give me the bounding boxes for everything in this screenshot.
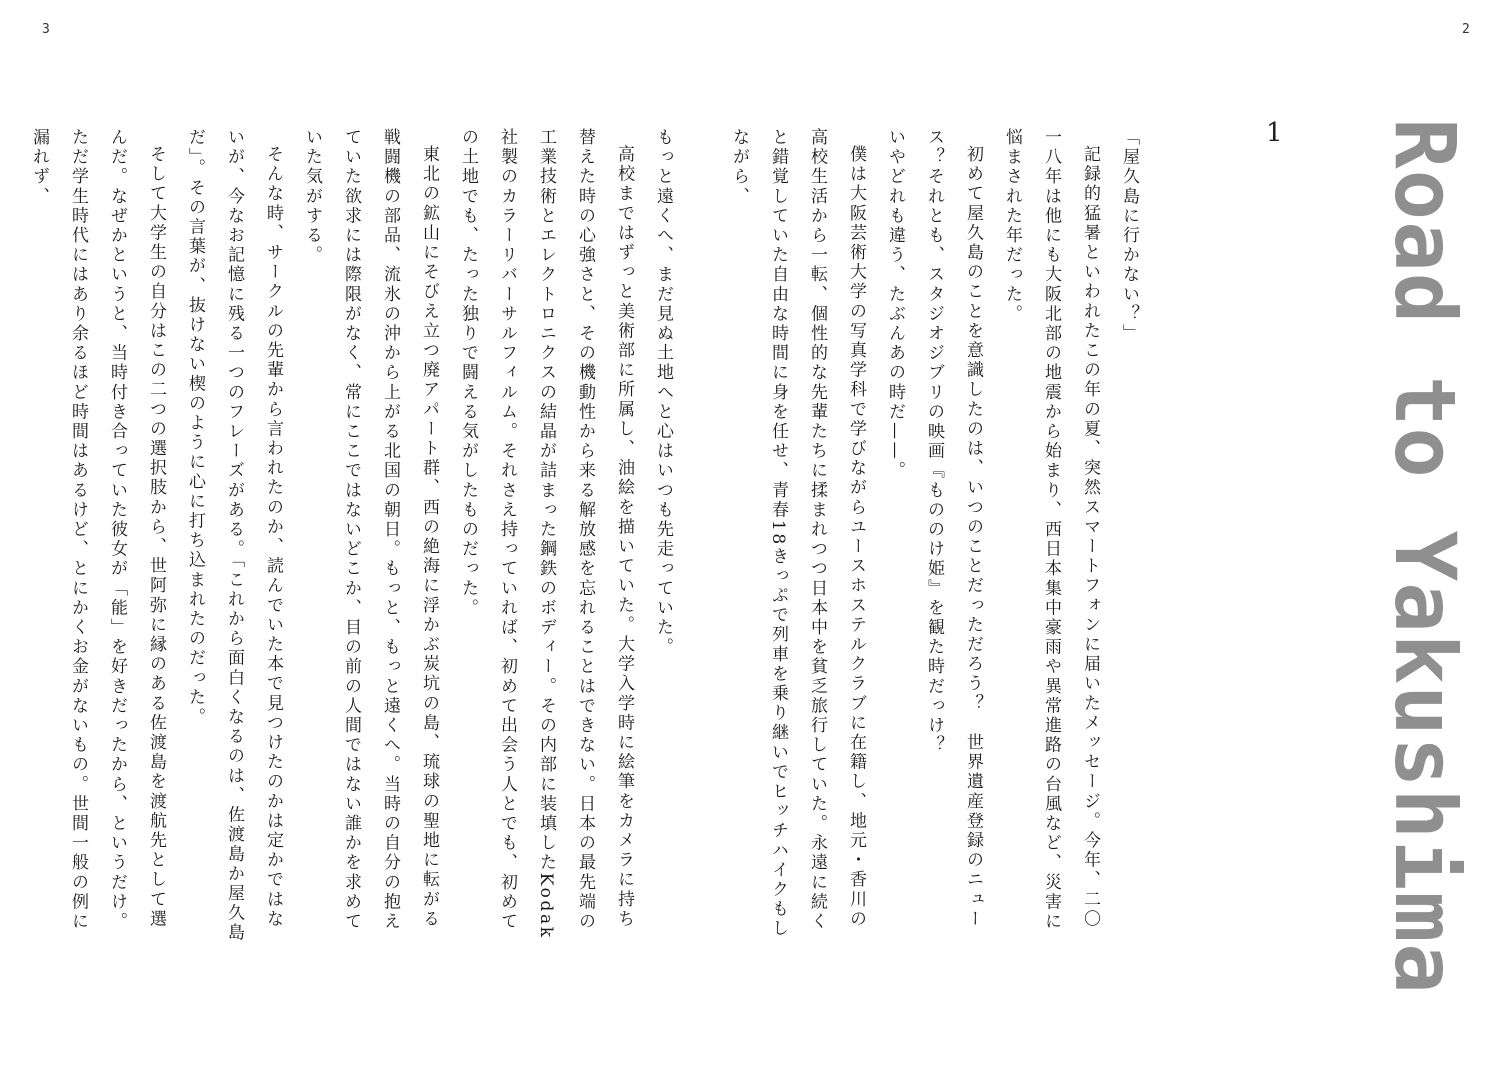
chapter-number: 1 — [1266, 118, 1283, 148]
paragraph: そんな時、サークルの先輩から言われたのか、読んでいた本で見つけたのかは定かではないが、今なお記憶に残る一つのフレーズがある。「これから面白くなるのは、佐渡島か屋久島だ」。その言葉が、抜けない楔のように心に打ち込まれたのだった。 — [185, 128, 283, 943]
page-number-right: 2 — [1462, 22, 1470, 37]
paragraph: 東北の鉱山にそびえ立つ廃アパート群、西の絶海に浮かぶ炭坑の島、琉球の聖地に転がる戦闘機の部品、流氷の沖から上がる北国の朝日。もっと、もっと遠くへ。当時の自分の抱えていた欲求には際限がなく、常にここではないどこか、目の前の人間ではない誰かを求めていた気がする。 — [302, 128, 439, 932]
paragraph: 僕は大阪芸術大学の写真学科で学びながらユースホステルクラブに在籍し、地元・香川の高校生活から一転、個性的な先輩たちに揉まれつつ日本中を貧乏旅行していた。永遠に続くと錯覚していた自由な時間に身を任せ、青春18きっぷで列車を乗り継いでヒッチハイクもしながら、 — [729, 128, 866, 939]
page-number-left: 3 — [42, 22, 50, 37]
paragraph: 「屋久島に行かない？」 — [1119, 128, 1139, 344]
paragraph: 高校まではずっと美術部に所属し、油絵を描いていた。大学入学時に絵筆をカメラに持ち替えた時の心強さと、その機動性から来る解放感を忘れることはできない。日本の最先端の工業技術とエレクトロニクスの結晶が詰まった鋼鉄のボディー。その内部に装填したKodak社製のカラーリバーサルフィルム。それさえ持っていれば、初めて出会う人とでも、初めての土地でも、たった独りで闘える気がしたものだった。 — [458, 128, 634, 940]
right-page-body — [729, 128, 1148, 948]
left-page-body — [29, 128, 682, 948]
paragraph: 記録的猛暑といわれたこの年の夏、突然スマートフォンに届いたメッセージ。今年、二〇一八年は他にも大阪北部の地震から始まり、西日本集中豪雨や異常進路の台風など、災害に悩まされた年だった。 — [1002, 128, 1100, 932]
paragraph: いやどれも違う、たぶんあの時だ——。 — [885, 128, 905, 481]
paragraph: 初めて屋久島のことを意識したのは、いつのことだっただろう？ 世界遺産登録のニュース？それとも、スタジオジブリの映画『もののけ姫』を観た時だっけ？ — [924, 128, 983, 929]
paragraph: もっと遠くへ、まだ見ぬ土地へと心はいつも先走っていた。 — [653, 128, 673, 658]
paragraph: そして大学生の自分はこの二つの選択肢から、世阿弥に縁のある佐渡島を渡航先として選んだ。なぜかというと、当時付き合っていた彼女が「能」を好きだったから、というだけ。ただ学生時代にはあり余るほど時間はあるけど、とにかくお金がないもの。世間一般の例に漏れず、 — [29, 128, 166, 932]
chapter-title: Road to Yakushima — [1376, 118, 1474, 995]
